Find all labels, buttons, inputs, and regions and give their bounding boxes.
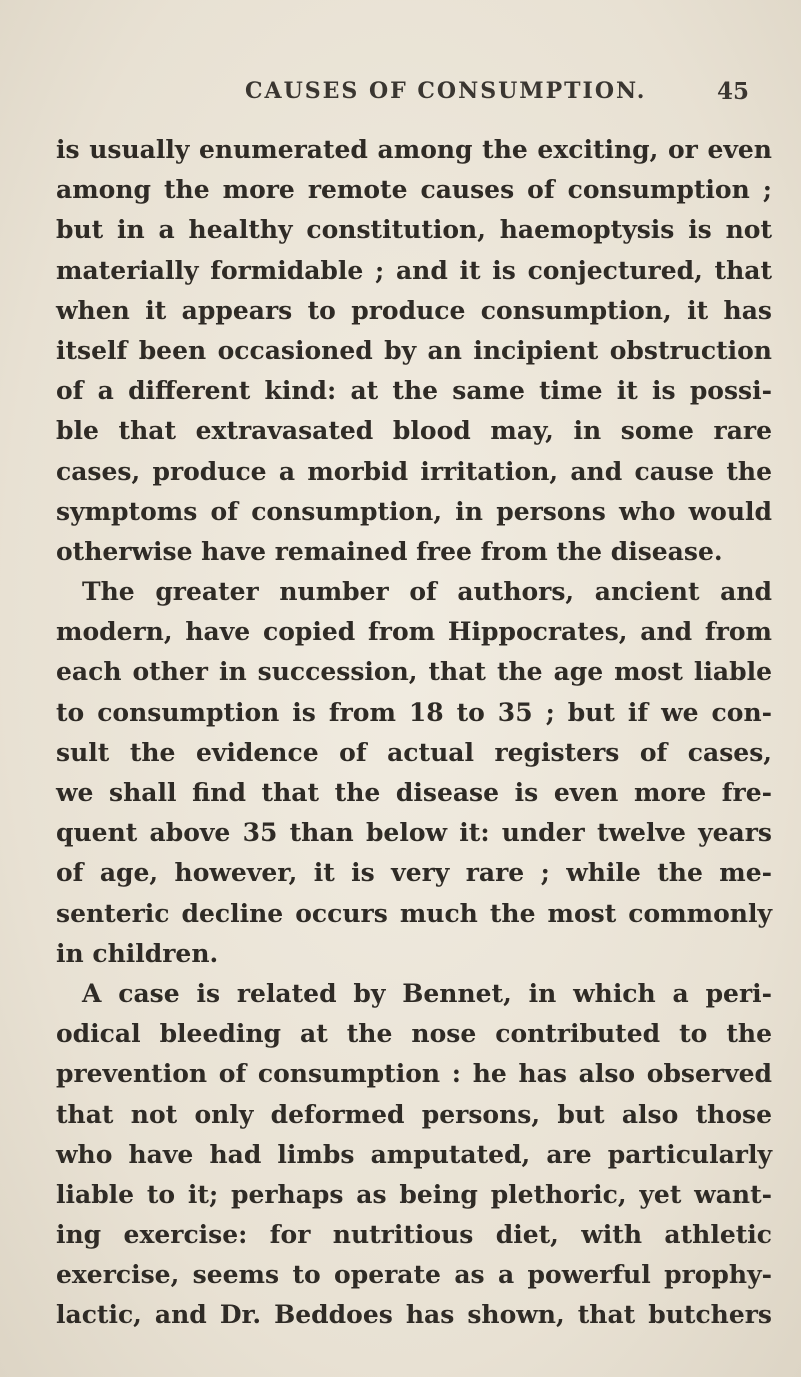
text-line: we shall find that the disease is even more fre- — [56, 778, 772, 807]
text-line: sult the evidence of actual registers of cases, — [56, 737, 772, 767]
text-line: modern, have copied from Hippocrates, and from — [56, 617, 772, 647]
text-line: otherwise have remained free from the disease. — [56, 536, 723, 566]
text-line: in children. — [56, 938, 219, 968]
running-head — [0, 78, 801, 112]
page-number: 45 — [716, 78, 749, 105]
text-line: but in a healthy constitution, haemoptysis is not — [56, 215, 772, 245]
text-line: among the more remote causes of consumption ; — [56, 175, 772, 205]
text-line: odical bleeding at the nose contributed to the — [56, 1019, 772, 1049]
text-line: that not only deformed persons, but also those — [56, 1099, 772, 1129]
paragraph-start: The greater number of authors, ancient and — [82, 577, 772, 607]
text-line: prevention of consumption : he has also observed — [56, 1059, 772, 1089]
text-line: each other in succession, that the age most liable — [56, 657, 772, 687]
text-line: symptoms of consumption, in persons who would — [56, 496, 772, 526]
text-line: lactic, and Dr. Beddoes has shown, that butchers — [56, 1300, 772, 1330]
text-line: materially formidable ; and it is conjectured, that — [56, 255, 772, 285]
text-line: exercise, seems to operate as a powerful prophy- — [56, 1260, 772, 1290]
text-line: senteric decline occurs much the most commonly — [56, 898, 772, 928]
text-line: liable to it; perhaps as being plethoric, yet want- — [56, 1179, 772, 1209]
text-line: itself been occasioned by an incipient obstruction — [56, 335, 772, 365]
paragraph-start: A case is related by Bennet, in which a peri- — [82, 978, 772, 1008]
text-line: to consumption is from 18 to 35 ; but if we con- — [56, 697, 772, 727]
text-line: is usually enumerated among the exciting, or even — [56, 135, 772, 164]
text-line: ing exercise: for nutritious diet, with athletic — [56, 1220, 772, 1250]
text-line: cases, produce a morbid irritation, and cause the — [56, 456, 772, 486]
text-line: of a different kind: at the same time it is possi- — [56, 376, 772, 406]
text-line: who have had limbs amputated, are particularly — [56, 1139, 772, 1169]
text-line: when it appears to produce consumption, it has — [56, 295, 772, 325]
text-line: ble that extravasated blood may, in some rare — [56, 416, 772, 446]
text-body — [56, 130, 772, 1336]
text-line: quent above 35 than below it: under twelve years — [56, 818, 772, 848]
text-line: of age, however, it is very rare ; while the me- — [56, 858, 772, 888]
running-title: CAUSES OF CONSUMPTION. — [245, 78, 647, 104]
